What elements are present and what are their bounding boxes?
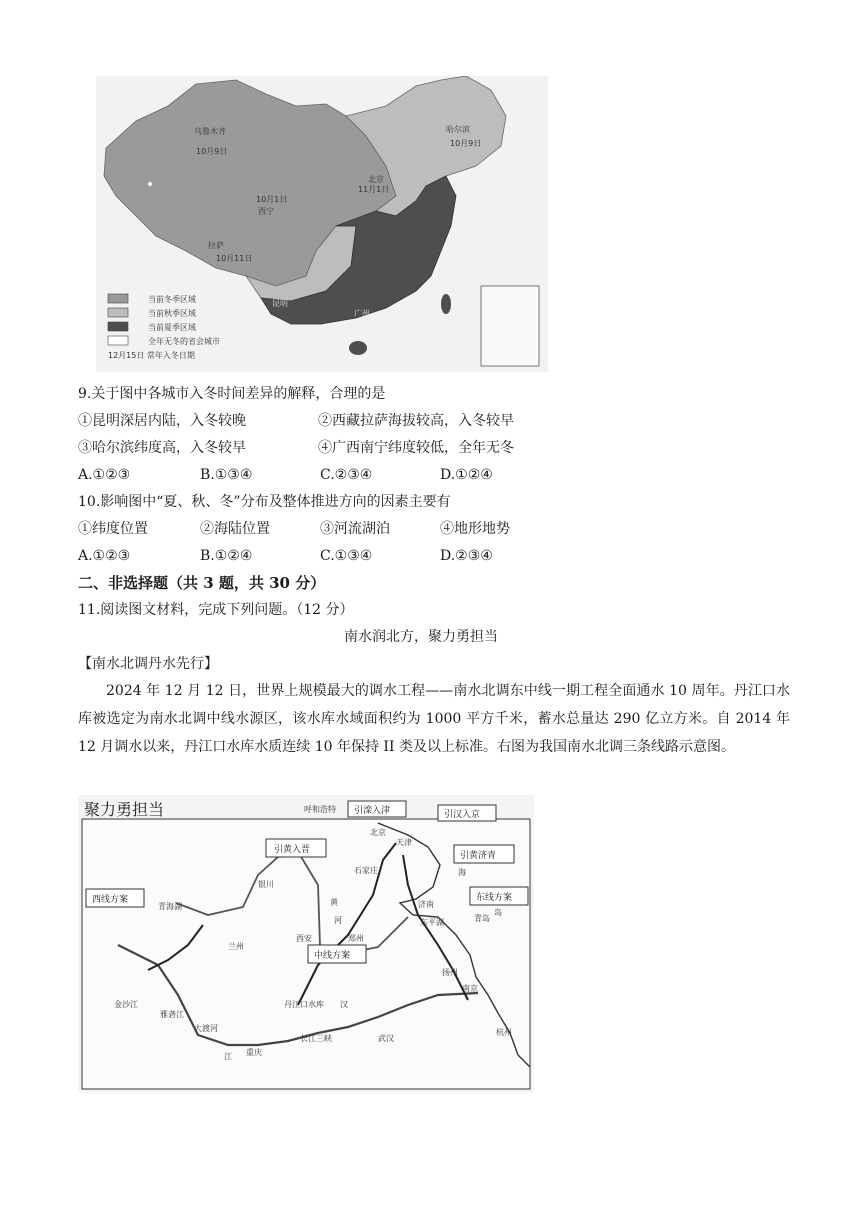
label-qingdao: 青岛 xyxy=(474,914,490,923)
label-dao: 岛 xyxy=(494,908,502,917)
label-jiang: 江 xyxy=(224,1052,232,1061)
label-shijiazhuang: 石家庄 xyxy=(354,866,378,875)
svg-text:西线方案: 西线方案 xyxy=(92,895,129,905)
svg-text:引黄济青: 引黄济青 xyxy=(460,851,497,861)
label-jinan: 济南 xyxy=(418,900,434,909)
q10-option-d[interactable]: D.②③④ xyxy=(440,548,493,564)
label-nanjing: 南京 xyxy=(462,984,478,993)
taiwan-island xyxy=(441,294,451,314)
label-hai: 海 xyxy=(458,868,466,877)
label-yalong: 雅砻江 xyxy=(160,1010,184,1019)
label-huang: 黄 xyxy=(330,898,338,907)
city-harbin-date: 10月9日 xyxy=(450,139,482,148)
label-zhengzhou: 郑州 xyxy=(348,934,364,943)
china-season-map xyxy=(96,76,548,372)
label-changjiangsanxia: 长江三峡 xyxy=(300,1034,332,1043)
box-west-route xyxy=(86,889,144,907)
q11-subtitle: 南水润北方，聚力勇担当 xyxy=(344,629,498,645)
box-middle-route xyxy=(308,945,366,963)
q9-option-a[interactable]: A.①②③ xyxy=(78,467,131,483)
map2-title: 聚力勇担当 xyxy=(84,800,165,819)
label-wuhan: 武汉 xyxy=(378,1034,394,1043)
label-dongpinghu: 东平湖 xyxy=(420,918,444,927)
water-diversion-map xyxy=(78,795,534,1093)
q9-option-b[interactable]: B.①③④ xyxy=(200,467,253,483)
city-xining: 西宁 xyxy=(258,207,274,216)
legend-summer: 当前夏季区域 xyxy=(148,323,196,332)
q10-factor-4: ④地形地势 xyxy=(440,521,510,537)
label-qinghaihu: 青海湖 xyxy=(158,902,182,911)
hainan-island xyxy=(349,341,367,355)
q10-factor-3: ③河流湖泊 xyxy=(320,521,390,537)
q9-statement-2: ②西藏拉萨海拔较高，入冬较早 xyxy=(318,413,514,429)
legend-no-winter: 全年无冬的省会城市 xyxy=(148,337,220,346)
label-xian: 西安 xyxy=(296,934,312,943)
label-chongqing: 重庆 xyxy=(246,1048,262,1057)
q10-option-c[interactable]: C.①③④ xyxy=(320,548,373,564)
legend-date: 12月15日 常年入冬日期 xyxy=(108,351,195,360)
svg-text:引滦入津: 引滦入津 xyxy=(354,806,391,816)
q10-option-b[interactable]: B.①②④ xyxy=(200,548,253,564)
q10-stem: 10.影响图中“夏、秋、冬”分布及整体推进方向的因素主要有 xyxy=(78,494,451,510)
label-tianjin: 天津 xyxy=(396,838,412,847)
svg-text:东线方案: 东线方案 xyxy=(476,893,513,903)
city-lhasa-date: 10月11日 xyxy=(216,254,253,263)
label-lanzhou: 兰州 xyxy=(228,942,244,951)
q10-factor-1: ①纬度位置 xyxy=(78,521,148,537)
city-xining-date: 10月1日 xyxy=(256,195,288,204)
q9-option-d[interactable]: D.①②④ xyxy=(440,467,493,483)
label-beijing: 北京 xyxy=(370,828,386,837)
city-urumqi: 乌鲁木齐 xyxy=(194,127,226,136)
svg-text:中线方案: 中线方案 xyxy=(314,951,351,961)
q11-stem: 11.阅读图文材料，完成下列问题。（12 分） xyxy=(78,602,354,618)
city-harbin: 哈尔滨 xyxy=(446,125,470,134)
south-sea-inset xyxy=(481,286,539,366)
box-yinhan xyxy=(438,805,496,821)
q9-statement-4: ④广西南宁纬度较低，全年无冬 xyxy=(318,440,514,456)
label-han: 汉 xyxy=(340,1000,348,1009)
legend-autumn: 当前秋季区域 xyxy=(148,309,196,318)
label-jinsha: 金沙江 xyxy=(114,1000,138,1009)
q9-stem: 9.关于图中各城市入冬时间差异的解释，合理的是 xyxy=(78,386,386,402)
q9-statement-1: ①昆明深居内陆，入冬较晚 xyxy=(78,413,246,429)
box-east-route xyxy=(470,887,528,905)
q9-statement-3: ③哈尔滨纬度高，入冬较早 xyxy=(78,440,246,456)
svg-text:引黄入晋: 引黄入晋 xyxy=(274,845,311,855)
label-yinchuan: 银川 xyxy=(258,880,274,889)
label-yangzhou: 扬州 xyxy=(442,968,458,977)
label-he: 河 xyxy=(334,916,342,925)
label-dadu: 大渡河 xyxy=(194,1024,218,1033)
city-kunming: 昆明 xyxy=(272,299,288,308)
q9-option-c[interactable]: C.②③④ xyxy=(320,467,373,483)
q10-factor-2: ②海陆位置 xyxy=(200,521,270,537)
box-yinluan xyxy=(348,801,406,817)
city-urumqi-date: 10月9日 xyxy=(196,147,228,156)
city-guangzhou: 广州 xyxy=(354,309,370,318)
box-yinhuang-jiqing xyxy=(454,845,514,863)
q11-material-tag: 【南水北调丹水先行】 xyxy=(78,656,218,672)
city-beijing: 北京 xyxy=(368,175,384,184)
q11-paragraph: 2024 年 12 月 12 日，世界上规模最大的调水工程——南水北调东中线一期工程全面通水 10 周年。丹江口水库被选定为南水北调中线水源区，该水库水域面积约为 1000 平方千米，蓄水总量达 290 亿立方米。自 2014 年 12 月调水以来，丹江口水库水质连续 10 年保持 II 类及以上标准。右图为我国南水北调三条线路示意图。 xyxy=(78,683,790,755)
q10-option-a[interactable]: A.①②③ xyxy=(78,548,131,564)
legend-winter: 当前冬季区域 xyxy=(148,295,196,304)
label-huhehaote: 呼和浩特 xyxy=(304,805,336,814)
box-yinji xyxy=(266,839,326,857)
city-beijing-date: 11月1日 xyxy=(358,185,390,194)
section-heading: 二、非选择题（共 3 题，共 30 分） xyxy=(78,574,326,592)
label-danjiangkou: 丹江口水库 xyxy=(284,1000,324,1009)
svg-text:引汉入京: 引汉入京 xyxy=(444,810,481,820)
label-hangzhou: 杭州 xyxy=(496,1028,512,1037)
city-lhasa: 拉萨 xyxy=(208,241,224,250)
